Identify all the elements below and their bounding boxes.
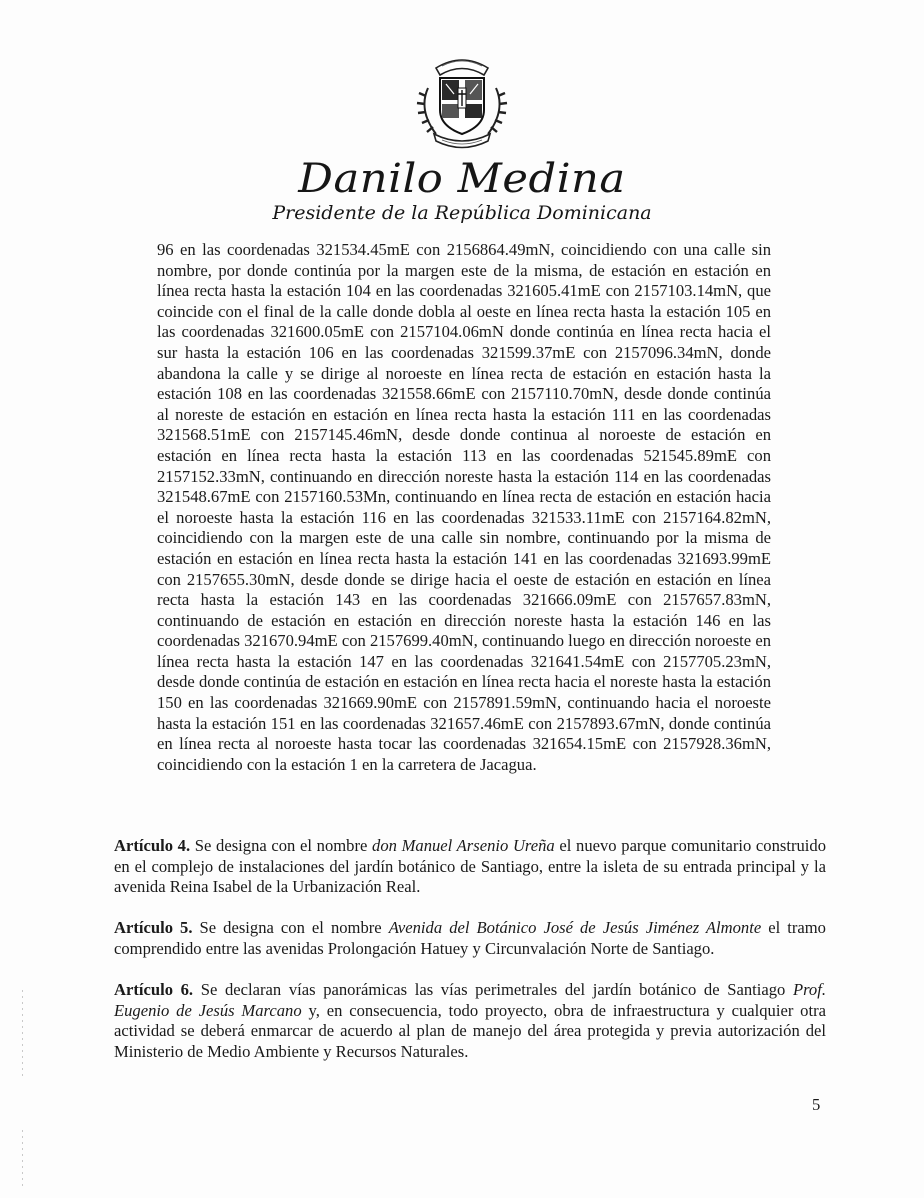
page-number: 5 [812,1095,821,1114]
article-text: y, en consecuencia, todo proyecto, obra de infraestructura y cualquier otra actividad se deberá enmarcar de acuerdo al plan de manejo del área protegida y previa autorización del Ministerio de Medio Ambiente y Recursos Naturales. [114,1000,826,1061]
article-4 [114,836,826,898]
article-italic-name: Prof. Eugenio de Jesús Marcano [114,980,826,1020]
article-5 [114,918,826,959]
article-text: el tramo comprendido entre las avenidas Prolongación Hatuey y Circunvalación Norte de Santiago. [114,918,826,958]
signature-name: Danilo Medina [298,156,626,202]
scan-edge-mark [22,990,23,1080]
signature-title: Presidente de la República Dominicana [272,202,652,224]
article-text: el nuevo parque comunitario construido en el complejo de instalaciones del jardín botánico de Santiago, entre la isleta de su entrada principal y la avenida Reina Isabel de la Urbanización Real. [114,836,826,897]
article-label: Artículo 6. [114,980,194,999]
coat-of-arms-icon [406,48,518,154]
article-text: Se designa con el nombre [192,918,389,937]
article-text: Se designa con el nombre [190,836,373,855]
article-text: Se declaran vías panorámicas las vías perimetrales del jardín botánico de Santiago [193,980,793,999]
letterhead [0,48,924,224]
article-label: Artículo 4. [114,836,191,855]
article-italic-name: don Manuel Arsenio Ureña [372,836,555,855]
article-italic-name: Avenida del Botánico José de Jesús Jiménez Almonte [388,918,762,937]
article-label: Artículo 5. [114,918,193,937]
continuation-paragraph: 96 en las coordenadas 321534.45mE con 2156864.49mN, coincidiendo con una calle sin nombre, por donde continúa por la margen este de la misma, de estación en estación en línea recta hasta la estación 104 en las coordenadas 321605.41mE con 2157103.14mN, que coincide con el final de la calle donde dobla al oeste en línea recta hasta la estación 105 en las coordenadas 321600.05mE con 2157104.06mN donde continúa en línea recta hacia el sur hasta la estación 106 en las coordenadas 321599.37mE con 2157096.34mN, donde abandona la calle y se dirige al noroeste en línea recta de estación en estación hasta la estación 108 en las coordenadas 321558.66mE con 2157110.70mN, desde donde continúa al noreste de estación en estación en línea recta hasta la estación 111 en las coordenadas 321568.51mE con 2157145.46mN, desde donde continua al noroeste de estación en estación en línea recta hasta la estación 113 en las coordenadas 521545.89mE con 2157152.33mN, continuando en dirección noreste hasta la estación 114 en las coordenadas 321548.67mE con 2157160.53Mn, continuando en línea recta de estación en estación hacia el noroeste hasta la estación 116 en las coordenadas 321533.11mE con 2157164.82mN, coincidiendo con la margen este de una calle sin nombre, continuando por la misma de estación en estación en línea recta hasta la estación 141 en las coordenadas 321693.99mE con 2157655.30mN, desde donde se dirige hacia el oeste de estación en estación en línea recta hasta la estación 143 en las coordenadas 321666.09mE con 2157657.83mN, continuando de estación en estación en dirección noreste hasta la estación 146 en las coordenadas 321670.94mE con 2157699.40mN, continuando luego en dirección noroeste en línea recta hasta la estación 147 en las coordenadas 321641.54mE con 2157705.23mN, desde donde continúa de estación en estación en línea recta hacia el noreste hasta la estación 150 en las coordenadas 321669.90mE con 2157891.59mN, continuando hacia el noroeste hasta la estación 151 en las coordenadas 321657.46mE con 2157893.67mN, donde continúa en línea recta al noroeste hasta tocar las coordenadas 321654.15mE con 2157928.36mN, coincidiendo con la estación 1 en la carretera de Jacagua. [157,240,771,774]
article-6 [114,980,826,1062]
scan-edge-mark [22,1130,23,1190]
